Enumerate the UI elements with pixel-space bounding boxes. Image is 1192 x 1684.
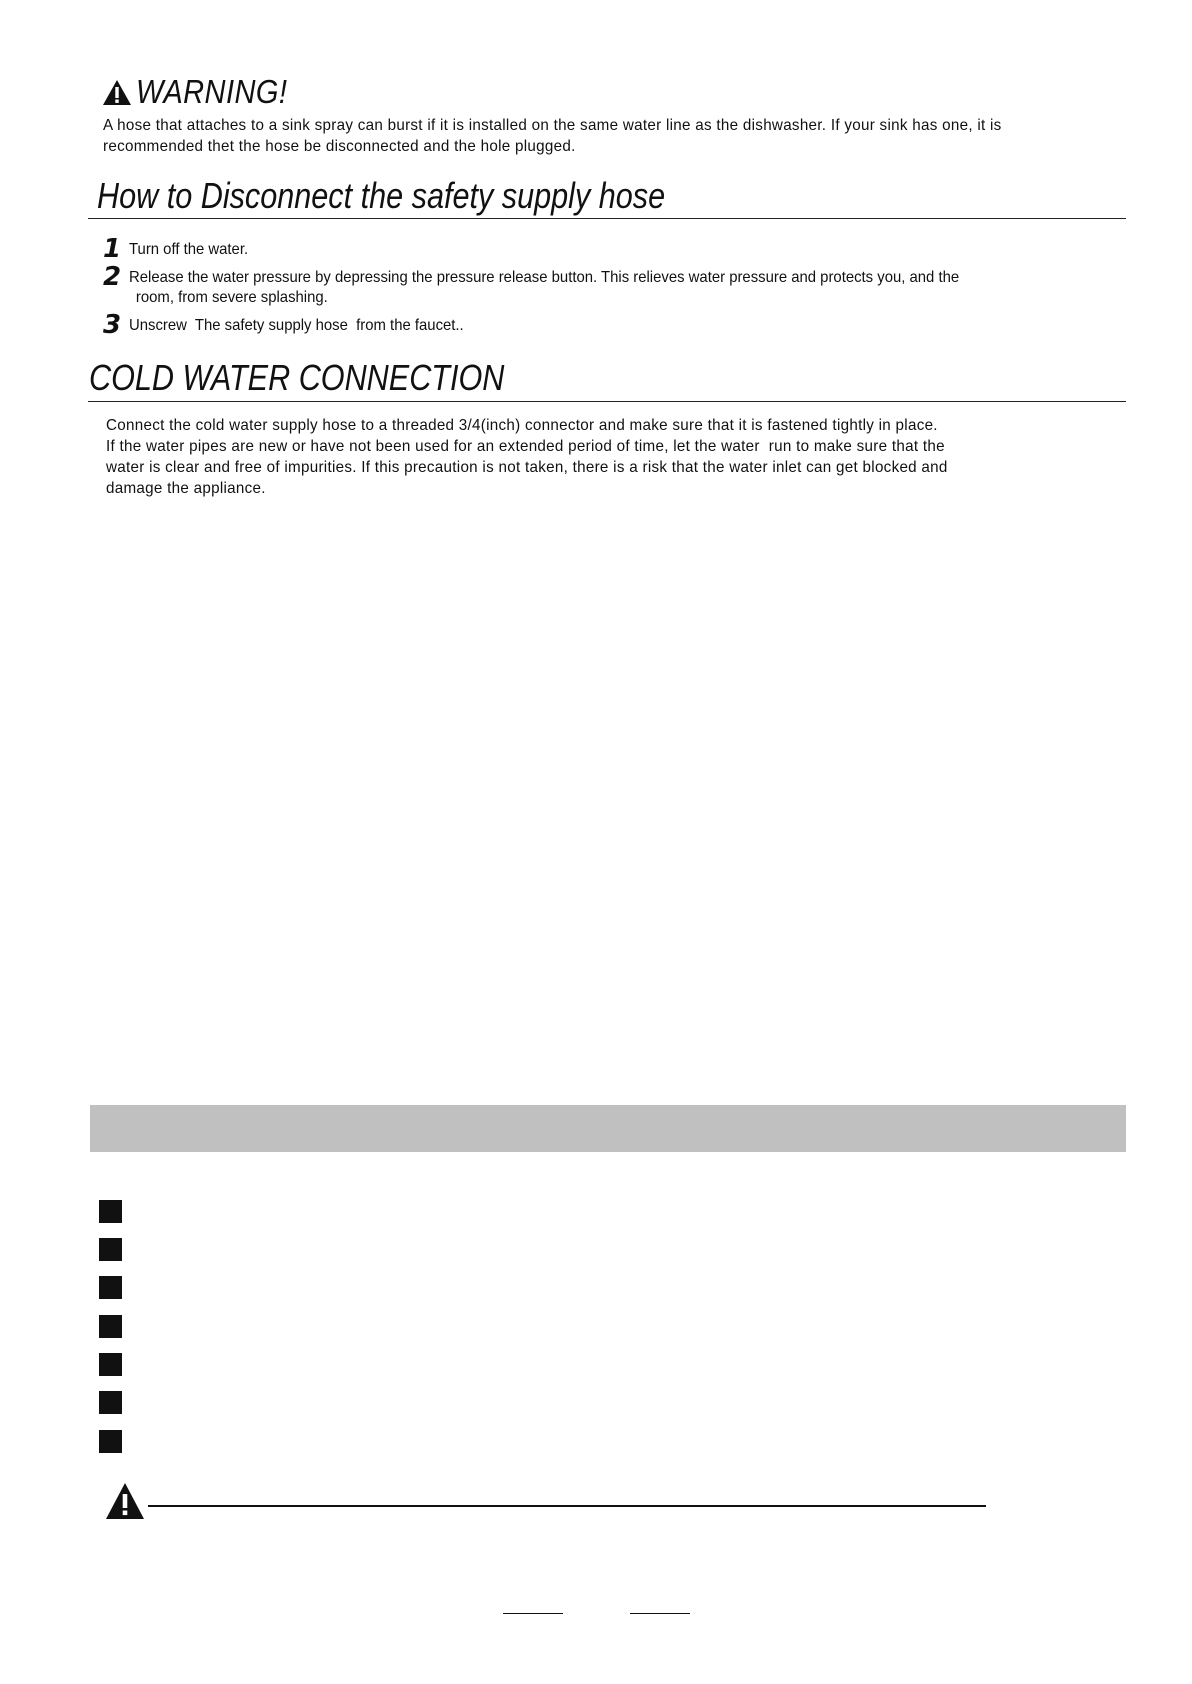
warning-triangle-icon (105, 1482, 145, 1520)
step-item (103, 262, 1153, 313)
square-bullet-icon (99, 1200, 122, 1223)
square-bullet-icon (99, 1353, 122, 1376)
warning-title-text: WARNING! (136, 73, 288, 110)
step-number: 2 (103, 262, 122, 292)
cold-water-heading: COLD WATER CONNECTION (89, 357, 505, 398)
cold-water-line: damage the appliance. (106, 480, 266, 497)
caution-rule (148, 1505, 986, 1507)
warning-triangle-icon (102, 79, 132, 106)
disconnect-steps (103, 234, 1153, 341)
warning-line: A hose that attaches to a sink spray can burst if it is installed on the same water line as the dishwasher. If your sink has one, it is (103, 117, 1002, 134)
warning-body (103, 115, 1192, 157)
cold-water-line: If the water pipes are new or have not been used for an extended period of time, let the water run to make sure that the (106, 438, 945, 455)
square-bullet-icon (99, 1238, 122, 1261)
step-text: room, from severe splashing. (131, 289, 328, 306)
step-number: 1 (103, 234, 122, 264)
warning-line: recommended thet the hose be disconnected and the hole plugged. (103, 138, 576, 155)
section-rule (88, 218, 1126, 219)
section-header-bar (90, 1105, 1126, 1152)
section-rule (88, 401, 1126, 402)
step-item (103, 310, 1153, 341)
warning-title (102, 70, 308, 114)
square-bullet-icon (99, 1391, 122, 1414)
cold-water-body (106, 415, 1151, 499)
step-text: Release the water pressure by depressing the pressure release button. This relieves water pressure and protects you, and the (129, 269, 960, 286)
disconnect-heading: How to Disconnect the safety supply hose (97, 175, 666, 216)
square-bullet-icon (99, 1315, 122, 1338)
cold-water-line: water is clear and free of impurities. If this precaution is not taken, there is a risk that the water inlet can get blocked and (106, 459, 948, 476)
step-text: Turn off the water. (129, 241, 249, 258)
step-number: 3 (103, 310, 122, 340)
footer-underline (503, 1613, 563, 1614)
step-item (103, 234, 1153, 265)
square-bullet-icon (99, 1430, 122, 1453)
cold-water-line: Connect the cold water supply hose to a threaded 3/4(inch) connector and make sure that it is fastened tightly in place. (106, 417, 938, 434)
square-bullet-icon (99, 1276, 122, 1299)
footer-underline (630, 1613, 690, 1614)
step-text: Unscrew The safety supply hose from the faucet.. (129, 317, 464, 334)
